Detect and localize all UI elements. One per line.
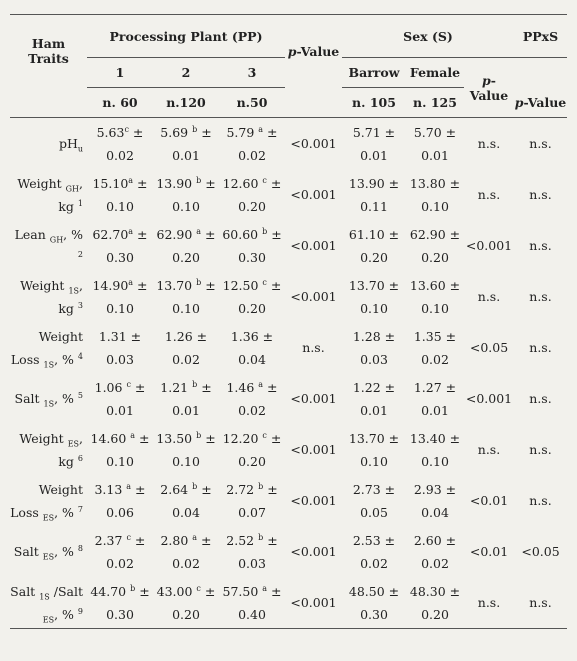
value-se: 0.04 [172, 504, 200, 520]
cell-female [406, 322, 464, 373]
ham-traits-table [10, 14, 567, 629]
cell-female [406, 577, 464, 629]
value-mean: 13.40 ± [409, 430, 461, 446]
trait-superscript: 7 [77, 504, 83, 514]
cell-pp2 [153, 526, 219, 577]
cell-pp2 [153, 220, 219, 271]
cell-pp2 [153, 424, 219, 475]
n-female: n. 125 [413, 95, 457, 110]
cell-pp1 [87, 526, 153, 577]
value-se: 0.01 [360, 147, 388, 163]
table-row [10, 271, 567, 322]
value-se: 0.30 [238, 249, 266, 265]
value-mean: 61.10 ± [348, 226, 400, 242]
value-se: 0.20 [421, 249, 449, 265]
value-se: 0.10 [172, 453, 200, 469]
col-header-traits: Ham Traits [28, 36, 69, 67]
value-mean: 48.50 ± [348, 583, 400, 599]
trait-superscript: 4 [77, 351, 83, 361]
value-se: 0.20 [238, 453, 266, 469]
trait-superscript: 8 [77, 543, 83, 553]
value-mean: 13.90 ± [348, 175, 400, 191]
value-mean: 2.64 $^b$ ± [160, 481, 212, 497]
trait-subscript: 1S [43, 399, 55, 409]
n-pp-2: n.120 [166, 95, 206, 110]
table-row [10, 424, 567, 475]
col-header-ppxs-pvalue [514, 88, 567, 118]
value-se: 0.10 [172, 198, 200, 214]
value-se: 0.10 [360, 453, 388, 469]
significance-letter: c [126, 379, 131, 389]
trait-label: Weight $_{1S}$, kg $^3$ [20, 277, 83, 316]
significance-letter: b [196, 277, 202, 287]
cell-p-sex: <0.05 [469, 340, 509, 355]
cell-p-sex: <0.01 [469, 544, 509, 559]
value-se: 0.06 [106, 504, 134, 520]
value-mean: 1.28 ± [352, 328, 396, 344]
cell-barrow [342, 322, 406, 373]
cell-p-pp: <0.001 [290, 442, 337, 457]
value-se: 0.20 [172, 606, 200, 622]
trait-superscript: 5 [77, 390, 83, 400]
value-se: 0.11 [360, 198, 388, 214]
significance-letter: b [192, 124, 198, 134]
trait-label: Salt $_{ES}$, % $^8$ [13, 543, 83, 562]
cell-p-sex: <0.001 [465, 238, 513, 253]
significance-letter: c [262, 430, 267, 440]
cell-female [406, 424, 464, 475]
table-row [10, 475, 567, 526]
trait-superscript: 3 [77, 300, 83, 310]
value-se: 0.10 [421, 198, 449, 214]
significance-letter: c [196, 583, 201, 593]
significance-letter: b [196, 430, 202, 440]
cell-pp3 [219, 118, 285, 170]
cell-pp3 [219, 373, 285, 424]
value-se: 0.01 [172, 147, 200, 163]
cell-pp2 [153, 322, 219, 373]
value-se: 0.20 [172, 249, 200, 265]
cell-p-ppxs: n.s. [529, 238, 552, 253]
n-pp-1: n. 60 [102, 95, 138, 110]
value-mean: 1.46 $^a$ ± [226, 379, 278, 395]
col-header-sex: Sex (S) [342, 15, 514, 58]
pvalue-p: p [287, 43, 297, 59]
cell-p-sex: <0.001 [465, 391, 513, 406]
value-mean: 13.70 $^b$ ± [156, 277, 216, 293]
cell-p-pp: <0.001 [290, 544, 337, 559]
cell-p-ppxs: n.s. [514, 577, 567, 629]
significance-letter: b [196, 175, 202, 185]
value-se: 0.40 [238, 606, 266, 622]
cell-pp2 [153, 118, 219, 170]
cell-p-sex: n.s. [464, 577, 514, 629]
cell-pp3 [219, 220, 285, 271]
value-se: 0.02 [106, 555, 134, 571]
significance-letter: b [258, 532, 264, 542]
value-se: 0.02 [172, 555, 200, 571]
trait-superscript: 9 [77, 606, 83, 616]
cell-pp2 [153, 577, 219, 629]
trait-subscript: ES [42, 513, 55, 522]
col-header-pp-pvalue [285, 15, 342, 88]
value-mean: 5.70 ± [413, 124, 457, 140]
col-header-female: Female [406, 58, 464, 88]
cell-pp1 [87, 220, 153, 271]
trait-subscript: GH [65, 184, 80, 193]
cell-p-ppxs: n.s. [529, 493, 552, 508]
cell-female [406, 373, 464, 424]
cell-p-pp: <0.001 [290, 136, 337, 151]
significance-letter: a [258, 379, 264, 389]
cell-pp3 [219, 424, 285, 475]
col-header-ppxs: PPxS [514, 15, 567, 58]
value-mean: 62.90 $^a$ ± [156, 226, 216, 242]
value-se: 0.01 [172, 402, 200, 418]
cell-p-pp: <0.001 [290, 391, 337, 406]
value-mean: 13.80 ± [409, 175, 461, 191]
value-se: 0.07 [238, 504, 266, 520]
value-mean: 62.90 ± [409, 226, 461, 242]
value-se: 0.20 [238, 198, 266, 214]
cell-female [406, 271, 464, 322]
value-se: 0.04 [238, 351, 266, 367]
value-mean: 2.52 $^b$ ± [226, 532, 278, 548]
value-mean: 12.50 $^c$ ± [222, 277, 282, 293]
value-mean: 5.69 $^b$ ± [160, 124, 212, 140]
cell-pp3 [219, 271, 285, 322]
cell-pp3 [219, 475, 285, 526]
value-se: 0.02 [421, 555, 449, 571]
significance-letter: c [262, 277, 267, 287]
trait-subscript: ES [42, 615, 55, 624]
table-row [10, 118, 567, 170]
cell-barrow [342, 475, 406, 526]
cell-pp1 [87, 322, 153, 373]
value-se: 0.03 [106, 351, 134, 367]
significance-letter: c [262, 175, 267, 185]
value-se: 0.02 [238, 402, 266, 418]
cell-p-sex: n.s. [477, 289, 501, 304]
cell-pp1 [87, 169, 153, 220]
trait-subscript: 1S [43, 360, 55, 369]
value-mean: 14.90$^a$ ± [92, 277, 148, 293]
value-se: 0.01 [421, 402, 449, 418]
trait-label: $pH_u$ [58, 136, 83, 154]
cell-p-ppxs: n.s. [529, 187, 552, 202]
value-mean: 13.50 $^b$ ± [156, 430, 216, 446]
value-mean: 2.93 ± [413, 481, 457, 497]
value-mean: 13.70 ± [348, 277, 400, 293]
value-se: 0.10 [106, 300, 134, 316]
value-mean: 12.20 $^c$ ± [222, 430, 282, 446]
col-header-pp-3: 3 [219, 58, 285, 88]
cell-p-ppxs: n.s. [529, 391, 552, 406]
value-se: 0.30 [360, 606, 388, 622]
value-se: 0.02 [238, 147, 266, 163]
table-row [10, 322, 567, 373]
pvalue-rest: -Value [296, 43, 340, 59]
pvalue-p: p [482, 72, 491, 88]
trait-label: Salt $_{1S}$, % $^5$ [14, 390, 83, 409]
trait-label: Lean $_{GH}$, % $^2$ [14, 226, 83, 259]
significance-letter: a [126, 481, 132, 491]
value-se: 0.20 [421, 606, 449, 622]
value-mean: 48.30 ± [409, 583, 461, 599]
cell-pp1 [87, 577, 153, 629]
value-mean: 13.70 ± [348, 430, 400, 446]
cell-p-sex: n.s. [477, 442, 501, 457]
value-mean: 1.31 ± [98, 328, 142, 344]
value-se: 0.03 [238, 555, 266, 571]
cell-p-pp: <0.001 [290, 289, 337, 304]
value-mean: 15.10$^a$ ± [92, 175, 148, 191]
cell-p-sex: <0.01 [469, 493, 509, 508]
value-mean: 5.63$^c$ ± [96, 124, 144, 140]
cell-p-pp: <0.001 [290, 238, 337, 253]
significance-letter: a [262, 583, 268, 593]
value-mean: 13.60 ± [409, 277, 461, 293]
col-header-barrow: Barrow [342, 58, 406, 88]
cell-p-ppxs: n.s. [529, 136, 552, 151]
significance-letter: a [258, 124, 264, 134]
value-mean: 1.27 ± [413, 379, 457, 395]
value-se: 0.01 [421, 147, 449, 163]
cell-pp3 [219, 169, 285, 220]
cell-pp2 [153, 373, 219, 424]
value-se: 0.30 [106, 249, 134, 265]
value-se: 0.01 [106, 402, 134, 418]
cell-female [406, 526, 464, 577]
value-se: 0.10 [106, 198, 134, 214]
significance-letter: b [262, 226, 268, 236]
pvalue-p: p [514, 94, 524, 110]
cell-p-ppxs: n.s. [529, 442, 552, 457]
value-mean: 44.70 $^b$ ± [90, 583, 150, 599]
value-mean: 1.06 $^c$ ± [94, 379, 146, 395]
value-se: 0.02 [421, 351, 449, 367]
value-se: 0.10 [106, 453, 134, 469]
value-mean: 2.53 ± [352, 532, 396, 548]
value-se: 0.01 [360, 402, 388, 418]
table-row [10, 526, 567, 577]
significance-letter: a [196, 226, 202, 236]
value-se: 0.30 [106, 606, 134, 622]
significance-letter: a [128, 277, 134, 287]
table-row [10, 169, 567, 220]
table-row [10, 220, 567, 271]
value-mean: 1.22 ± [352, 379, 396, 395]
trait-subscript: 1S [68, 286, 80, 295]
value-mean: 43.00 $^c$ ± [156, 583, 216, 599]
value-se: 0.02 [106, 147, 134, 163]
value-se: 0.05 [360, 504, 388, 520]
trait-superscript: 2 [77, 249, 83, 259]
value-se: 0.02 [360, 555, 388, 571]
cell-barrow [342, 169, 406, 220]
trait-label: Weight $_{ES}$, kg $^6$ [19, 430, 83, 469]
value-mean: 12.60 $^c$ ± [222, 175, 282, 191]
trait-subscript: ES [42, 552, 55, 562]
n-barrow: n. 105 [352, 95, 396, 110]
value-mean: 2.60 ± [413, 532, 457, 548]
significance-letter: b [130, 583, 136, 593]
value-mean: 2.73 ± [352, 481, 396, 497]
cell-female [406, 169, 464, 220]
value-mean: 13.90 $^b$ ± [156, 175, 216, 191]
cell-pp1 [87, 118, 153, 170]
significance-letter: b [192, 481, 198, 491]
value-mean: 5.71 ± [352, 124, 396, 140]
cell-p-pp: <0.001 [290, 187, 337, 202]
value-mean: 1.26 ± [164, 328, 208, 344]
pvalue-rest: -Value [523, 94, 567, 110]
col-header-pp-1: 1 [87, 58, 153, 88]
table-row [10, 373, 567, 424]
value-mean: 14.60 $^a$ ± [90, 430, 150, 446]
value-mean: 1.36 ± [230, 328, 274, 344]
cell-female [406, 475, 464, 526]
value-mean: 62.70$^a$ ± [92, 226, 148, 242]
pvalue-rest: -Value [469, 72, 509, 103]
n-pp-3: n.50 [236, 95, 268, 110]
trait-subscript: u [77, 144, 83, 154]
trait-subscript: 1S [39, 592, 50, 601]
cell-p-sex: n.s. [477, 136, 501, 151]
trait-subscript: ES [67, 439, 80, 448]
cell-barrow [342, 118, 406, 170]
value-mean: 60.60 $^b$ ± [222, 226, 282, 242]
significance-letter: a [192, 532, 198, 542]
value-se: 0.03 [360, 351, 388, 367]
value-se: 0.04 [421, 504, 449, 520]
col-header-sex-pvalue [464, 58, 514, 118]
value-mean: 2.37 $^c$ ± [94, 532, 146, 548]
value-mean: 2.72 $^b$ ± [226, 481, 278, 497]
value-mean: 5.79 $^a$ ± [226, 124, 278, 140]
cell-barrow [342, 271, 406, 322]
col-header-processing-plant: Processing Plant (PP) [87, 15, 285, 58]
significance-letter: a [128, 175, 134, 185]
value-se: 0.10 [421, 453, 449, 469]
cell-p-ppxs: n.s. [529, 289, 552, 304]
cell-p-ppxs: <0.05 [521, 544, 560, 559]
value-mean: 1.21 $^b$ ± [160, 379, 212, 395]
trait-label: Weight Loss $_{1S}$, % $^4$ [10, 328, 83, 369]
trait-subscript: GH [49, 235, 64, 244]
cell-barrow [342, 577, 406, 629]
trait-superscript: 1 [77, 198, 83, 208]
cell-pp2 [153, 475, 219, 526]
cell-pp3 [219, 322, 285, 373]
cell-pp1 [87, 424, 153, 475]
cell-pp1 [87, 271, 153, 322]
cell-pp2 [153, 271, 219, 322]
cell-p-pp: n.s. [302, 340, 325, 355]
cell-barrow [342, 373, 406, 424]
value-mean: 2.80 $^a$ ± [160, 532, 212, 548]
value-se: 0.20 [360, 249, 388, 265]
table-row [10, 577, 567, 629]
significance-letter: b [192, 379, 198, 389]
cell-female [406, 118, 464, 170]
cell-barrow [342, 220, 406, 271]
value-mean: 1.35 ± [413, 328, 457, 344]
cell-p-ppxs: n.s. [529, 340, 552, 355]
value-se: 0.10 [421, 300, 449, 316]
trait-label: Weight $_{GH}$, kg $^1$ [17, 175, 83, 214]
significance-letter: c [124, 124, 129, 134]
significance-letter: c [126, 532, 131, 542]
cell-barrow [342, 424, 406, 475]
significance-letter: a [128, 226, 134, 236]
cell-pp3 [219, 577, 285, 629]
col-header-pp-2: 2 [153, 58, 219, 88]
trait-superscript: 6 [77, 453, 83, 463]
cell-p-pp: <0.001 [285, 577, 342, 629]
table-body [10, 118, 567, 629]
cell-p-sex: n.s. [477, 187, 501, 202]
value-se: 0.02 [172, 351, 200, 367]
significance-letter: a [130, 430, 136, 440]
cell-pp2 [153, 169, 219, 220]
cell-female [406, 220, 464, 271]
cell-pp3 [219, 526, 285, 577]
value-se: 0.20 [238, 300, 266, 316]
cell-pp1 [87, 475, 153, 526]
value-se: 0.10 [172, 300, 200, 316]
trait-label: Weight Loss $_{ES}$, % $^7$ [10, 481, 83, 522]
cell-p-pp: <0.001 [290, 493, 337, 508]
cell-pp1 [87, 373, 153, 424]
value-mean: 3.13 $^a$ ± [94, 481, 146, 497]
cell-barrow [342, 526, 406, 577]
trait-label: Salt $_{1S}$ /Salt $_{ES}$, % $^9$ [10, 577, 87, 629]
value-mean: 57.50 $^a$ ± [222, 583, 282, 599]
significance-letter: b [258, 481, 264, 491]
value-se: 0.10 [360, 300, 388, 316]
